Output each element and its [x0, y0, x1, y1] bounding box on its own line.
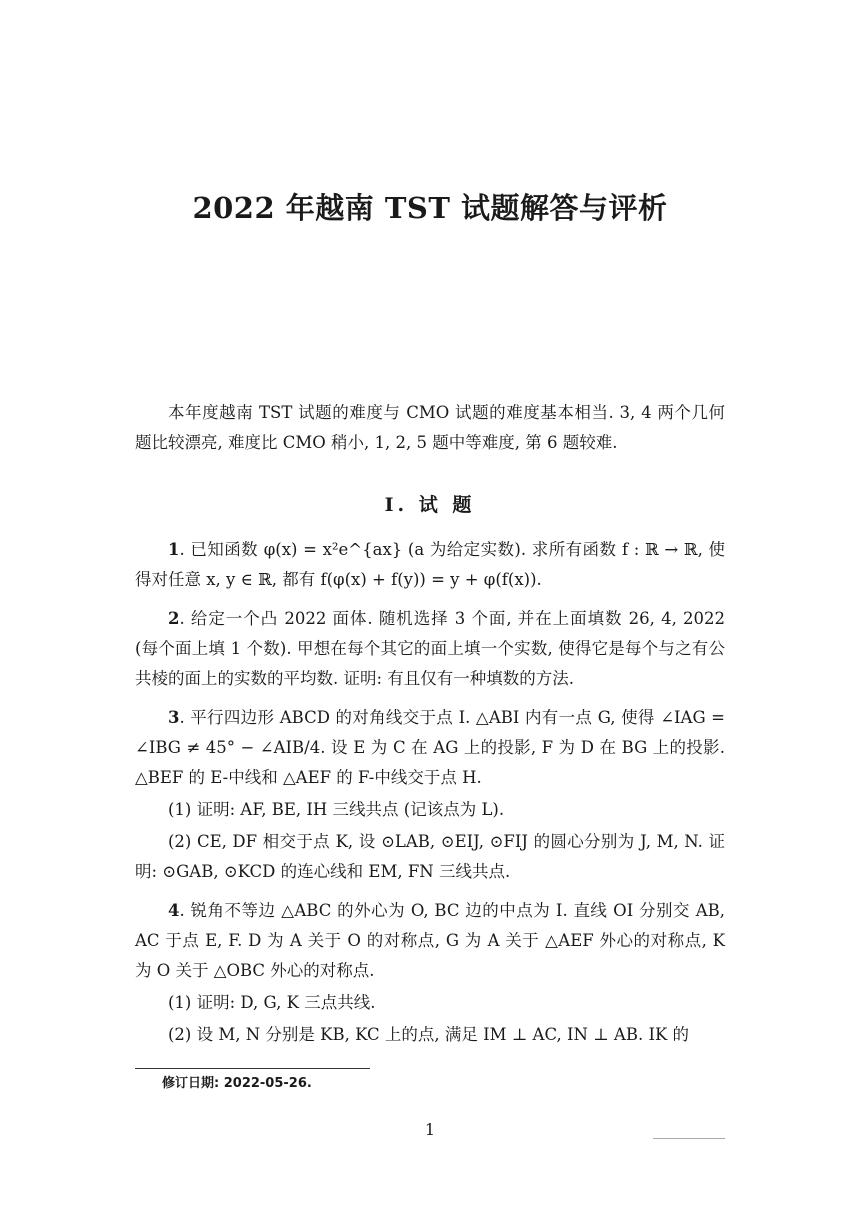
problem-4-part-2: (2) 设 M, N 分别是 KB, KC 上的点, 满足 IM ⊥ AC, IN ⊥ AB. IK 的	[168, 1025, 690, 1044]
problem-number: 4	[168, 901, 180, 920]
problem-number: 2	[168, 609, 180, 628]
problem-text: . 平行四边形 ABCD 的对角线交于点 I. △ABI 内有一点 G, 使得 ∠IAG = ∠IBG ≠ 45° − ∠AIB/4. 设 E 为 C 在 AG 上的投影, F 为 D 在 BG 上的投影. △BEF 的 E-中线和 △AEF 的 F-中线交于点 H.	[135, 708, 725, 787]
problem-number: 3	[168, 708, 180, 727]
problem-text: . 已知函数 φ(x) = x²e^{ax} (a 为给定实数). 求所有函数 f : ℝ → ℝ, 使得对任意 x, y ∈ ℝ, 都有 f(φ(x) + f(y)) = y + φ(f(x)).	[135, 540, 725, 589]
problem-number: 1	[168, 540, 180, 559]
footnote: 修订日期: 2022-05-26.	[162, 1076, 312, 1091]
page-number: 1	[424, 1120, 436, 1139]
problem-list	[135, 535, 725, 1052]
section-heading: I. 试 题	[384, 494, 476, 516]
problem-2	[135, 604, 725, 694]
corner-divider	[653, 1138, 725, 1139]
problem-text: . 锐角不等边 △ABC 的外心为 O, BC 边的中点为 I. 直线 OI 分别交 AB, AC 于点 E, F. D 为 A 关于 O 的对称点, G 为 A 关于 △AEF 外心的对称点, K 为 O 关于 △OBC 外心的对称点.	[135, 901, 725, 980]
problem-1	[135, 535, 725, 595]
footnote-divider	[135, 1068, 370, 1069]
problem-4	[135, 896, 725, 986]
problem-4-part-1: (1) 证明: D, G, K 三点共线.	[168, 993, 376, 1012]
problem-3	[135, 703, 725, 793]
problem-3-part-1: (1) 证明: AF, BE, IH 三线共点 (记该点为 L).	[168, 800, 505, 819]
intro-text: 本年度越南 TST 试题的难度与 CMO 试题的难度基本相当. 3, 4 两个几何题比较漂亮, 难度比 CMO 稍小, 1, 2, 5 题中等难度, 第 6 题较难.	[135, 403, 725, 452]
document-title: 2022 年越南 TST 试题解答与评析	[192, 191, 668, 225]
problem-text: . 给定一个凸 2022 面体. 随机选择 3 个面, 并在上面填数 26, 4, 2022 (每个面上填 1 个数). 甲想在每个其它的面上填一个实数, 使得它是每个与之有公共棱的面上的实数的平均数. 证明: 有且仅有一种填数的方法.	[135, 609, 725, 688]
problem-3-part-2: (2) CE, DF 相交于点 K, 设 ⊙LAB, ⊙EIJ, ⊙FIJ 的圆心分别为 J, M, N. 证明: ⊙GAB, ⊙KCD 的连心线和 EM, FN 三线共点.	[135, 832, 725, 881]
intro-paragraph	[135, 398, 725, 458]
